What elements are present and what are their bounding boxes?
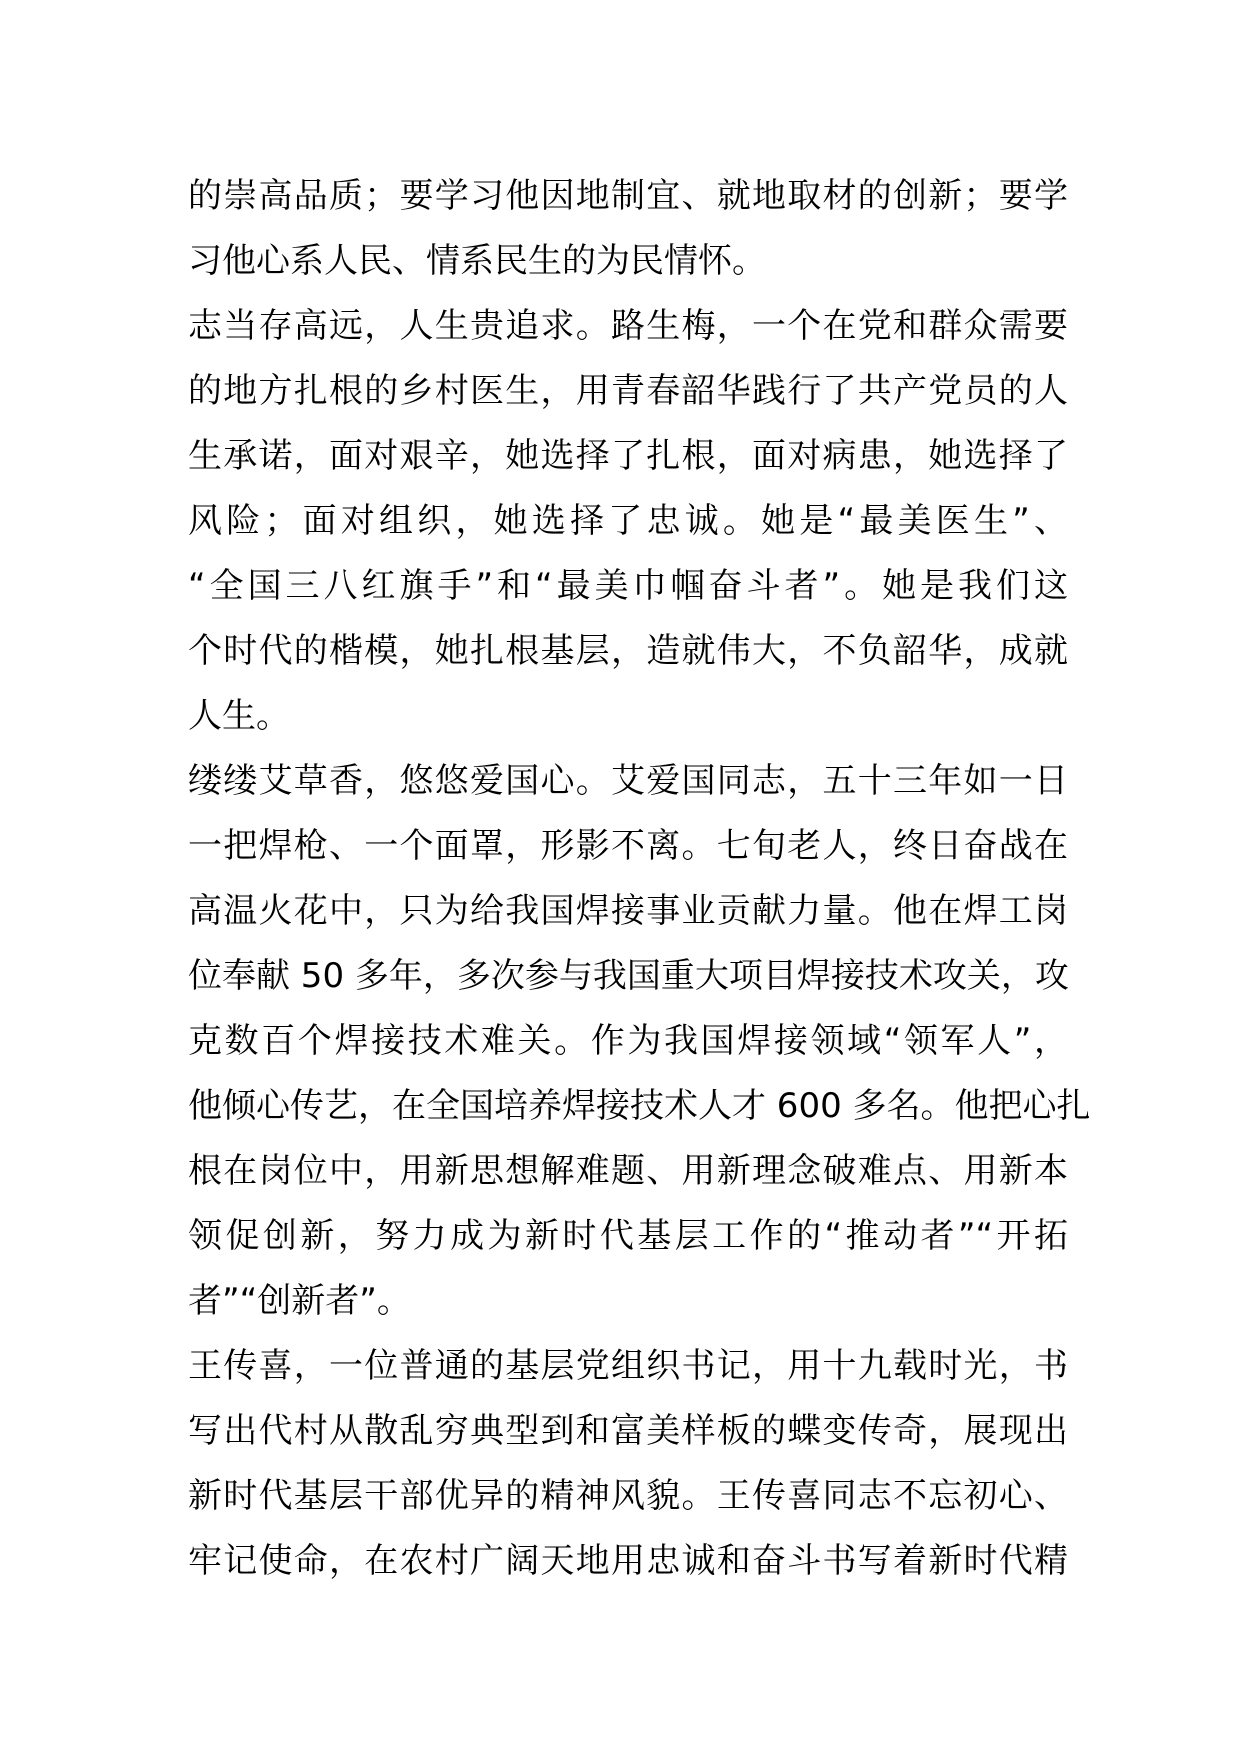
- text-line: 一把焊枪、一个面罩，形影不离。七旬老人，终日奋战在: [188, 826, 1068, 866]
- text-line: 志当存高远，人生贵追求。路生梅，一个在党和群众需要: [188, 306, 1068, 346]
- text-line: 新时代基层干部优异的精神风貌。王传喜同志不忘初心、: [188, 1476, 1068, 1516]
- text-line: 的地方扎根的乡村医生，用青春韶华践行了共产党员的人: [188, 371, 1068, 411]
- text-line: 根在岗位中，用新思想解难题、用新理念破难点、用新本: [188, 1151, 1068, 1191]
- text-line: “全国三八红旗手”和“最美巾帼奋斗者”。她是我们这: [188, 566, 1068, 606]
- text-line: 他倾心传艺，在全国培养焊接技术人才 600 多名。他把心扎: [188, 1086, 1091, 1126]
- text-line: 人生。: [188, 696, 290, 736]
- text-line: 习他心系人民、情系民生的为民情怀。: [188, 241, 766, 281]
- text-line: 克数百个焊接技术难关。作为我国焊接领域“领军人”，: [188, 1021, 1068, 1061]
- text-line: 缕缕艾草香，悠悠爱国心。艾爱国同志，五十三年如一日: [188, 761, 1068, 801]
- body-text: [188, 164, 1091, 1594]
- text-line: 写出代村从散乱穷典型到和富美样板的蝶变传奇，展现出: [188, 1411, 1068, 1451]
- text-line: 个时代的楷模，她扎根基层，造就伟大，不负韶华，成就: [188, 631, 1068, 671]
- text-line: 风险；面对组织，她选择了忠诚。她是“最美医生”、: [188, 501, 1068, 541]
- text-line: 高温火花中，只为给我国焊接事业贡献力量。他在焊工岗: [188, 891, 1068, 931]
- text-line: 生承诺，面对艰辛，她选择了扎根，面对病患，她选择了: [188, 436, 1068, 476]
- text-line: 王传喜，一位普通的基层党组织书记，用十九载时光，书: [188, 1346, 1068, 1386]
- text-line: 领促创新，努力成为新时代基层工作的“推动者”“开拓: [188, 1216, 1068, 1256]
- text-line: 的崇高品质；要学习他因地制宜、就地取材的创新；要学: [188, 176, 1068, 216]
- text-line: 者”“创新者”。: [188, 1281, 411, 1321]
- text-line: 牢记使命，在农村广阔天地用忠诚和奋斗书写着新时代精: [188, 1541, 1068, 1581]
- text-line: 位奉献 50 多年，多次参与我国重大项目焊接技术攻关，攻: [188, 956, 1069, 996]
